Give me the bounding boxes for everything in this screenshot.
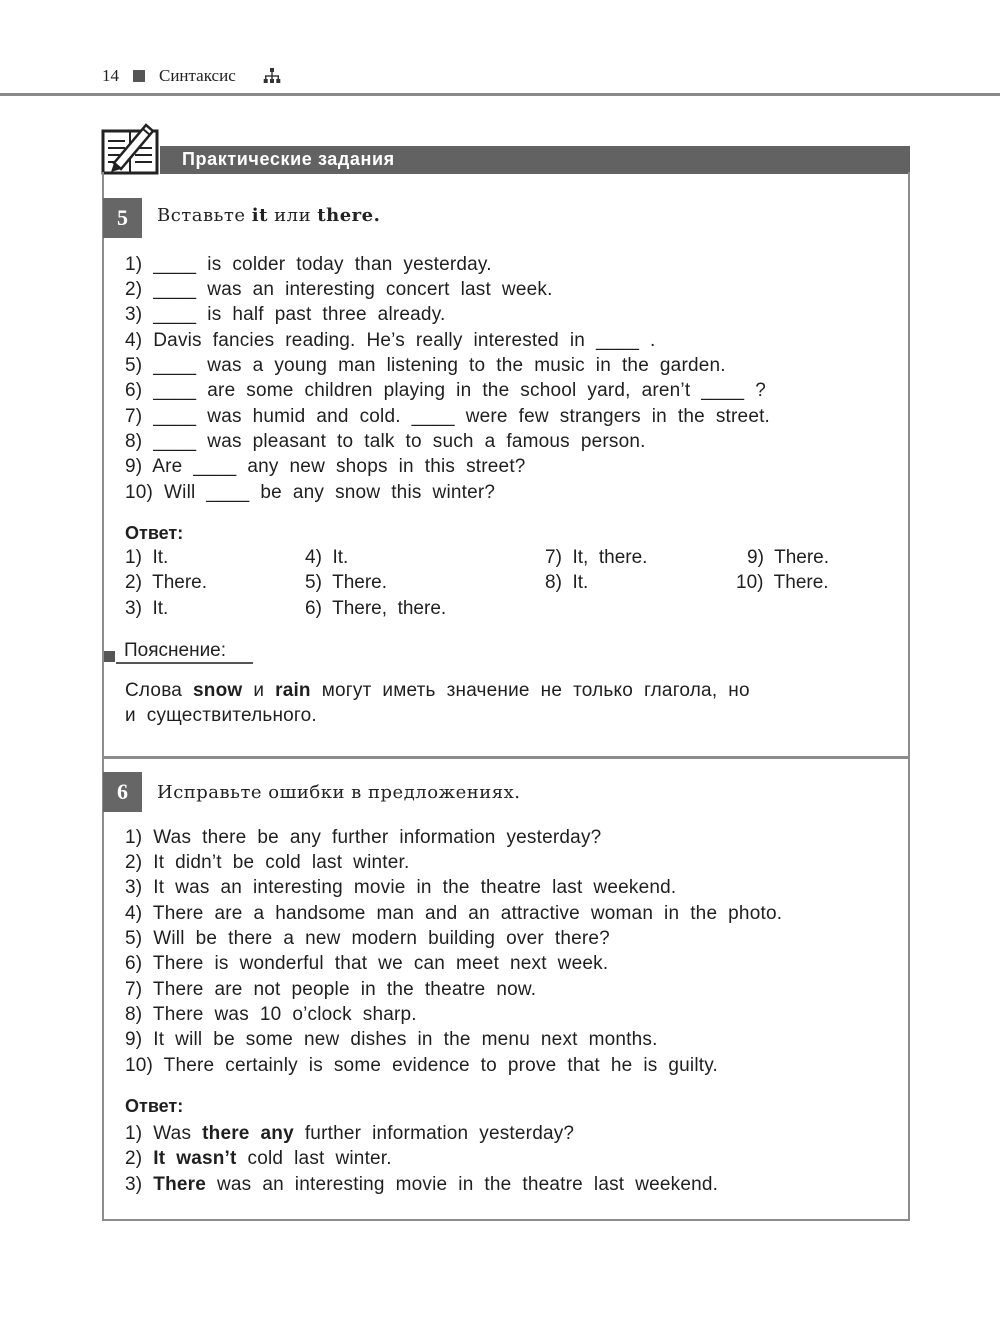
page-number: 14 [102,66,119,85]
task-6-item: 8) There was 10 o’clock sharp. [125,1004,417,1025]
task-5-item: 4) Davis fancies reading. He’s really interested in ____ . [125,330,656,351]
task-6-answer-label: Ответ: [125,1096,184,1116]
explanation-underline [116,662,253,664]
task-5-item: 3) ____ is half past three already. [125,304,446,325]
explanation-label: Пояснение: [124,640,227,661]
task-5-number: 5 [103,198,142,238]
answer-cell: 5) There. [305,572,388,593]
task-6-item: 1) Was there be any further information yesterday? [125,827,602,848]
task-6-item: 3) It was an interesting movie in the theatre last weekend. [125,877,677,898]
task-6-item: 6) There is wonderful that we can meet next week. [125,953,609,974]
task-5-item: 8) ____ was pleasant to talk to such a famous person. [125,431,646,452]
explanation-text: Слова snow и rain могут иметь значение не только глагола, но [125,680,750,701]
task-6-number: 6 [103,772,142,812]
tree-structure-icon [263,68,281,84]
task-6-item: 10) There certainly is some evidence to prove that he is guilty. [125,1055,719,1076]
task-6-item: 5) Will be there a new modern building over there? [125,928,610,949]
task-6-answer: 1) Was there any further information yesterday? [125,1123,575,1144]
notebook-pencil-icon [100,119,162,177]
answer-cell: 2) There. [125,572,208,593]
answer-cell: 3) It. [125,598,169,619]
task-5-title: Вставьте it или there. [157,205,381,226]
explanation-text-line2: и существительного. [125,705,317,726]
answer-cell: 8) It. [545,572,589,593]
task-5-item: 1) ____ is colder today than yesterday. [125,254,492,275]
task-5-answer-label: Ответ: [125,523,184,543]
answer-cell: 4) It. [305,547,349,568]
task-6-answer: 2) It wasn’t cold last winter. [125,1148,392,1169]
task-5-item: 5) ____ was a young man listening to the music in the garden. [125,355,726,376]
practice-banner [160,146,910,174]
task-5-item: 9) Are ____ any new shops in this street? [125,456,526,477]
task-6-item: 9) It will be some new dishes in the menu next months. [125,1029,658,1050]
section-title: Синтаксис [159,66,236,85]
square-marker-icon [104,651,115,662]
answer-cell: 6) There, there. [305,598,447,619]
square-marker-icon [133,70,145,82]
task-6-item: 7) There are not people in the theatre now. [125,979,537,1000]
task-5-item: 2) ____ was an interesting concert last week. [125,279,553,300]
answer-cell: 1) It. [125,547,169,568]
answer-cell: 10) There. [736,572,829,593]
task-6-item: 2) It didn’t be cold last winter. [125,852,410,873]
header-rule [0,93,1000,96]
task-6-item: 4) There are a handsome man and an attractive woman in the photo. [125,903,783,924]
task-5-item: 7) ____ was humid and cold. ____ were few strangers in the street. [125,406,771,427]
task-5-item: 6) ____ are some children playing in the school yard, aren’t ____ ? [125,380,767,401]
task-6-answer: 3) There was an interesting movie in the theatre last weekend. [125,1174,719,1195]
task-5-item: 10) Will ____ be any snow this winter? [125,482,496,503]
task-6-title: Исправьте ошибки в предложениях. [157,782,521,803]
answer-cell: 7) It, there. [545,547,648,568]
answer-cell: 9) There. [747,547,830,568]
banner-title: Практические задания [182,149,395,169]
